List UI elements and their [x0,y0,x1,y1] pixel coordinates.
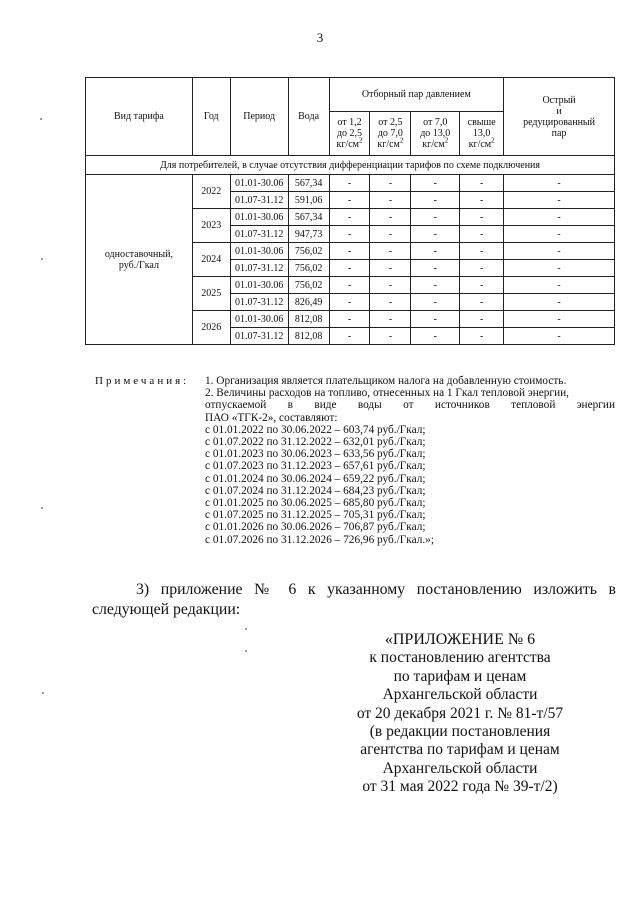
period-cell: 01.07-31.12 [230,226,288,243]
empty-value-cell: - [411,226,460,243]
header-pressure-2: от 2,5 до 7,0 $кг/см^2$ [370,112,411,156]
empty-value-cell: - [504,192,615,209]
period-cell: 01.07-31.12 [230,328,288,345]
empty-value-cell: - [370,294,411,311]
tariff-type-unit: руб./Гкал [118,259,159,271]
period-cell: 01.01-30.06 [230,175,288,192]
empty-value-cell: - [370,175,411,192]
scan-speck [41,507,43,509]
empty-value-cell: - [411,192,460,209]
consumers-note: Для потребителей, в случае отсутствия дифференциации тарифов по схеме подключения [86,156,615,175]
empty-value-cell: - [460,328,504,345]
water-value-cell: 567,34 [288,209,329,226]
water-value-cell: 756,02 [288,260,329,277]
tariff-type-label [86,175,193,345]
empty-value-cell: - [329,243,370,260]
empty-value-cell: - [460,209,504,226]
empty-value-cell: - [370,226,411,243]
appendix-line: агентства по тарифам и ценам [360,741,560,759]
empty-value-cell: - [504,277,615,294]
empty-value-cell: - [329,277,370,294]
appendix-line: Архангельской области [382,686,538,704]
fuel-cost-line: с 01.01.2026 по 30.06.2026 – 706,87 руб./Гкал; [205,521,426,534]
water-value-cell: 947,73 [288,226,329,243]
empty-value-cell: - [329,192,370,209]
appendix-heading-block [330,631,590,797]
year-cell: 2022 [192,175,230,209]
empty-value-cell: - [329,294,370,311]
header-tariff-type: Вид тарифа [86,78,193,156]
tariff-type-line: одноставочный, [104,248,173,260]
note-2-line-3: ПАО «ТГК-2», составляют: [205,411,338,424]
header-extraction-steam: Отборный пар давлением [329,78,504,112]
empty-value-cell: - [504,243,615,260]
header-pressure-4: свыше 13,0 $кг/см^2$ [460,112,504,156]
empty-value-cell: - [504,226,615,243]
empty-value-cell: - [370,311,411,328]
empty-value-cell: - [411,243,460,260]
note-1: 1. Организация является плательщиком налога на добавленную стоимость. [205,375,567,387]
water-value-cell: 756,02 [288,277,329,294]
header-water: Вода [288,78,329,156]
fuel-cost-line: с 01.01.2022 по 30.06.2022 – 603,74 руб./Гкал; [205,423,426,436]
empty-value-cell: - [504,311,615,328]
empty-value-cell: - [504,294,615,311]
empty-value-cell: - [411,328,460,345]
water-value-cell: 826,49 [288,294,329,311]
empty-value-cell: - [370,260,411,277]
empty-value-cell: - [460,277,504,294]
appendix-line: к постановлению агентства [369,649,551,667]
period-cell: 01.07-31.12 [230,192,288,209]
empty-value-cell: - [411,277,460,294]
water-value-cell: 812,08 [288,328,329,345]
year-cell: 2025 [192,277,230,311]
empty-value-cell: - [460,226,504,243]
period-cell: 01.01-30.06 [230,243,288,260]
appendix-line: по тарифам и ценам [393,667,527,685]
scan-speck [245,628,247,630]
empty-value-cell: - [504,260,615,277]
empty-value-cell: - [411,260,460,277]
empty-value-cell: - [370,328,411,345]
empty-value-cell: - [411,311,460,328]
notes-body [205,375,615,546]
year-cell: 2026 [192,311,230,345]
appendix-title: «ПРИЛОЖЕНИЕ № 6 [384,631,536,648]
empty-value-cell: - [460,192,504,209]
page-number: 3 [316,30,324,45]
empty-value-cell: - [370,192,411,209]
fuel-cost-line: с 01.07.2022 по 31.12.2022 – 632,01 руб./Гкал; [205,436,426,449]
header-pressure-3: от 7,0 до 13,0 $кг/см^2$ [411,112,460,156]
appendix-line: Архангельской области [382,759,538,777]
header-year: Год [192,78,230,156]
appendix-line: от 31 мая 2022 года № 39-т/2) [362,778,558,796]
fuel-cost-line: с 01.01.2025 по 30.06.2025 – 685,80 руб./Гкал; [205,497,426,510]
empty-value-cell: - [329,226,370,243]
year-cell: 2024 [192,243,230,277]
empty-value-cell: - [504,175,615,192]
empty-value-cell: - [460,294,504,311]
year-cell: 2023 [192,209,230,243]
note-2-line-1: 2. Величины расходов на топливо, отнесенных на 1 Гкал тепловой энергии, [205,387,569,400]
empty-value-cell: - [329,175,370,192]
header-sharp-steam: Острый и редуцированный пар [504,78,615,156]
empty-value-cell: - [370,209,411,226]
period-cell: 01.01-30.06 [230,277,288,294]
empty-value-cell: - [411,175,460,192]
period-cell: 01.01-30.06 [230,311,288,328]
fuel-cost-line: с 01.01.2024 по 30.06.2024 – 659,22 руб./Гкал; [205,472,426,485]
empty-value-cell: - [460,260,504,277]
empty-value-cell: - [504,209,615,226]
empty-value-cell: - [504,328,615,345]
header-period: Период [230,78,288,156]
water-value-cell: 812,08 [288,311,329,328]
header-pressure-1: от 1,2 до 2,5 $кг/см^2$ [329,112,370,156]
period-cell: 01.01-30.06 [230,209,288,226]
fuel-cost-line: с 01.07.2025 по 31.12.2025 – 705,31 руб./Гкал; [205,509,426,522]
empty-value-cell: - [329,328,370,345]
water-value-cell: 567,34 [288,175,329,192]
empty-value-cell: - [460,311,504,328]
empty-value-cell: - [460,243,504,260]
empty-value-cell: - [329,311,370,328]
appendix-line: (в редакции постановления [369,723,551,741]
appendix-line: от 20 декабря 2021 г. № 81-т/57 [356,704,564,722]
scan-speck [40,118,42,120]
tariff-table [85,77,615,345]
period-cell: 01.07-31.12 [230,294,288,311]
period-cell: 01.07-31.12 [230,260,288,277]
empty-value-cell: - [460,175,504,192]
notes-label: Примечания: [95,375,190,387]
fuel-cost-line: с 01.07.2026 по 31.12.2026 – 726,96 руб./Гкал.»; [205,533,434,546]
table-row [86,175,615,192]
scan-speck [41,258,43,260]
empty-value-cell: - [370,243,411,260]
empty-value-cell: - [329,209,370,226]
fuel-cost-line: с 01.01.2023 по 30.06.2023 – 633,56 руб./Гкал; [205,448,426,461]
empty-value-cell: - [411,209,460,226]
fuel-cost-line: с 01.07.2023 по 31.12.2023 – 657,61 руб./Гкал; [205,460,426,473]
water-value-cell: 591,06 [288,192,329,209]
scan-speck [42,692,44,694]
fuel-cost-line: с 01.07.2024 по 31.12.2024 – 684,23 руб./Гкал; [205,484,426,497]
empty-value-cell: - [370,277,411,294]
empty-value-cell: - [411,294,460,311]
empty-value-cell: - [329,260,370,277]
water-value-cell: 756,02 [288,243,329,260]
item-3-paragraph: 3) приложение № 6 к указанному постановлению изложить в следующей редакции: [92,581,616,618]
scan-speck [245,650,247,652]
note-2-line-2: отпускаемой в виде воды от источников тепловой энергии [205,399,615,412]
